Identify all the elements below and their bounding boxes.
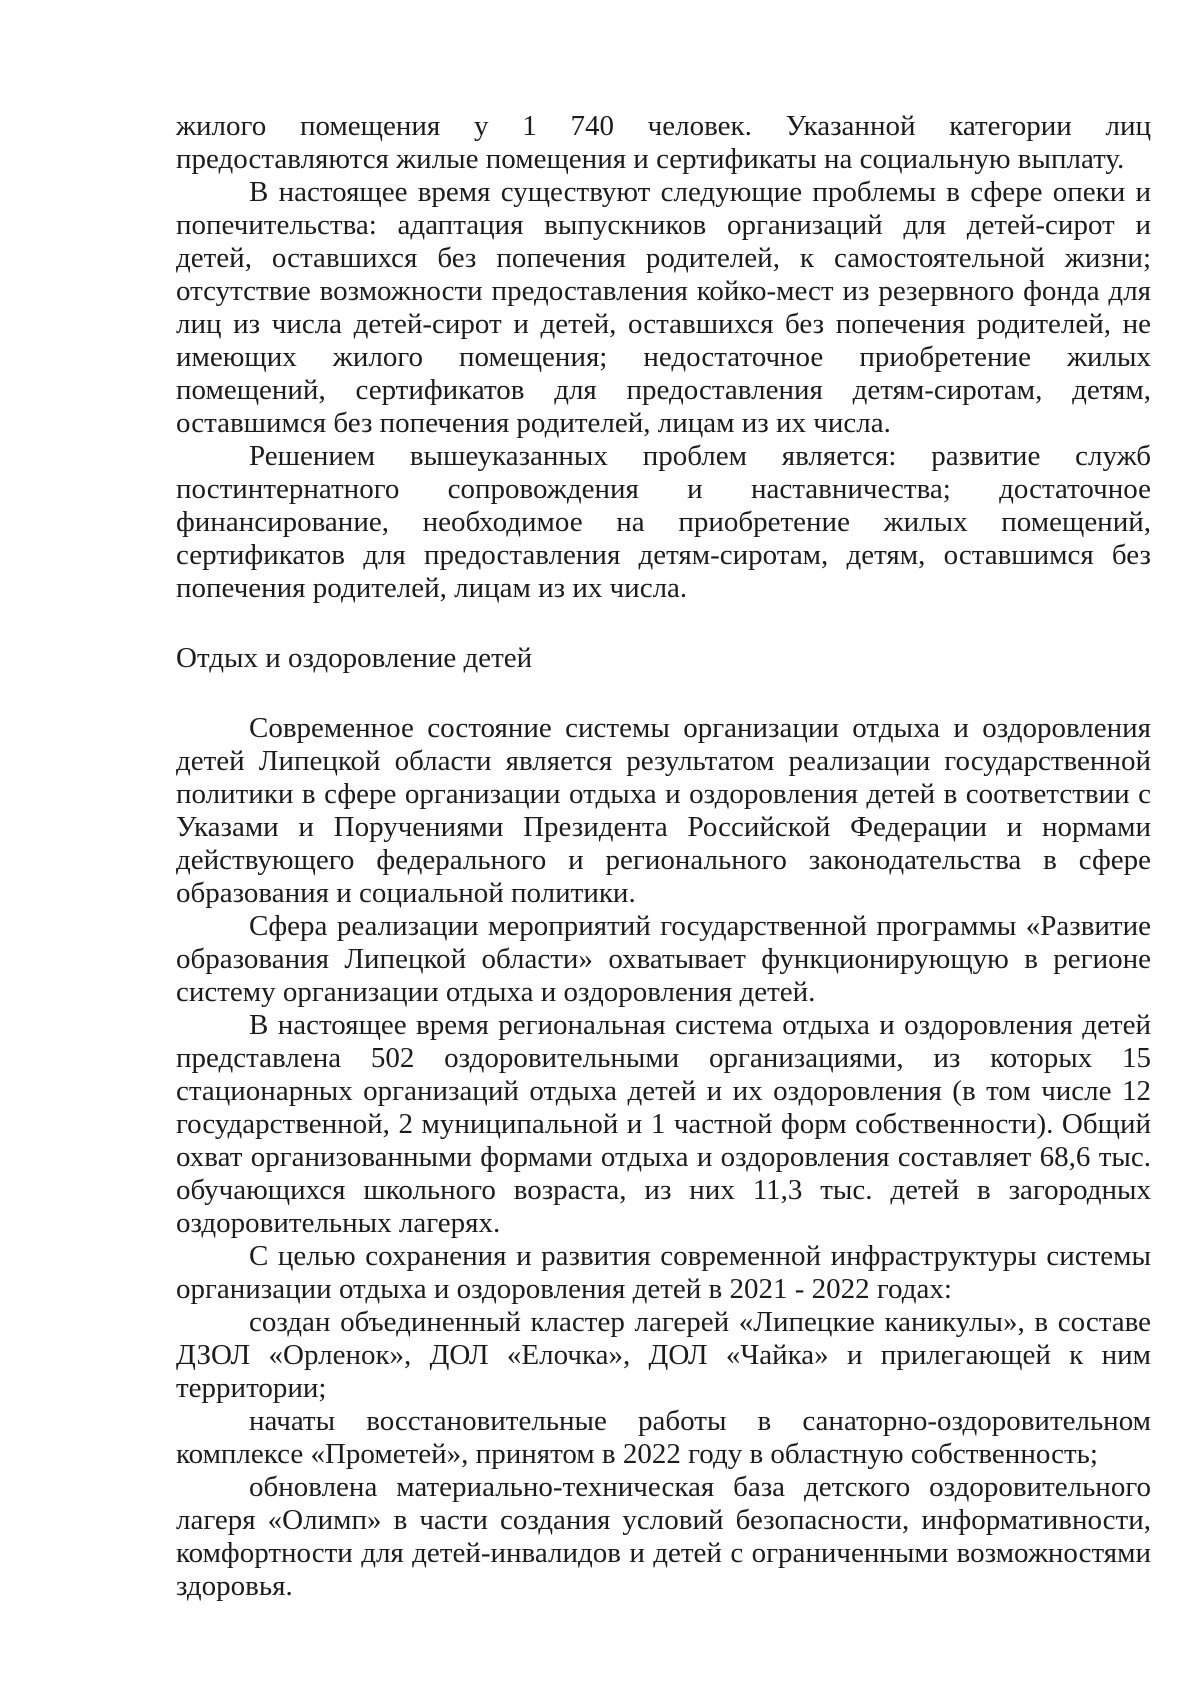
paragraph-regional-system: В настоящее время региональная система отдыха и оздоровления детей представлена 502 оздоровительными организациями, из которых 15 стационарных организаций отдыха детей и их оздоровления (в том числе 12 государственной, 2 муниципальной и 1 частной форм собственности). Общий охват организованными формами отдыха и оздоровления составляет 68,6 тыс. обучающихся школьного возраста, из них 11,3 тыс. детей в загородных оздоровительных лагерях. [176,1009,1151,1239]
paragraph-program-scope: Сфера реализации мероприятий государственной программы «Развитие образования Липецкой области» охватывает функционирующую в регионе систему организации отдыха и оздоровления детей. [176,910,1151,1008]
paragraph-guardianship-problems: В настоящее время существуют следующие проблемы в сфере опеки и попечительства: адаптация выпускников организаций для детей-сирот и детей, оставшихся без попечения родителей, к самостоятельной жизни; отсутствие возможности предоставления койко-мест из резервного фонда для лиц из числа детей-сирот и детей, оставшихся без попечения родителей, не имеющих жилого помещения; недостаточное приобретение жилых помещений, сертификатов для предоставления детям-сиротам, детям, оставшимся без попечения родителей, лицам из их числа. [176,176,1151,439]
paragraph-camp-updated: обновлена материально-техническая база детского оздоровительного лагеря «Олимп» в части создания условий безопасности, информативности, комфортности для детей-инвалидов и детей с ограниченными возможностями здоровья. [176,1471,1151,1602]
paragraph-cluster-created: создан объединенный кластер лагерей «Липецкие каникулы», в составе ДЗОЛ «Орленок», ДОЛ «Елочка», ДОЛ «Чайка» и прилегающей к ним территории; [176,1306,1151,1404]
section-heading: Отдых и оздоровление детей [176,642,533,674]
paragraph-current-state: Современное состояние системы организации отдыха и оздоровления детей Липецкой области является результатом реализации государственной политики в сфере организации отдыха и оздоровления детей в соответствии с Указами и Поручениями Президента Российской Федерации и нормами действующего федерального и регионального законодательства в сфере образования и социальной политики. [176,712,1151,909]
paragraph-infrastructure-goal: С целью сохранения и развития современной инфраструктуры системы организации отдыха и оздоровления детей в 2021 - 2022 годах: [176,1240,1151,1305]
document-body [176,110,1151,1603]
paragraph-restoration-started: начаты восстановительные работы в санаторно-оздоровительном комплексе «Прометей», принятом в 2022 году в областную собственность; [176,1405,1151,1470]
paragraph-problem-solutions: Решением вышеуказанных проблем является: развитие служб постинтернатного сопровождения и наставничества; достаточное финансирование, необходимое на приобретение жилых помещений, сертификатов для предоставления детям-сиротам, детям, оставшимся без попечения родителей, лицам из их числа. [176,440,1151,604]
paragraph-continuation: жилого помещения у 1 740 человек. Указанной категории лиц предоставляются жилые помещения и сертификаты на социальную выплату. [176,110,1151,175]
